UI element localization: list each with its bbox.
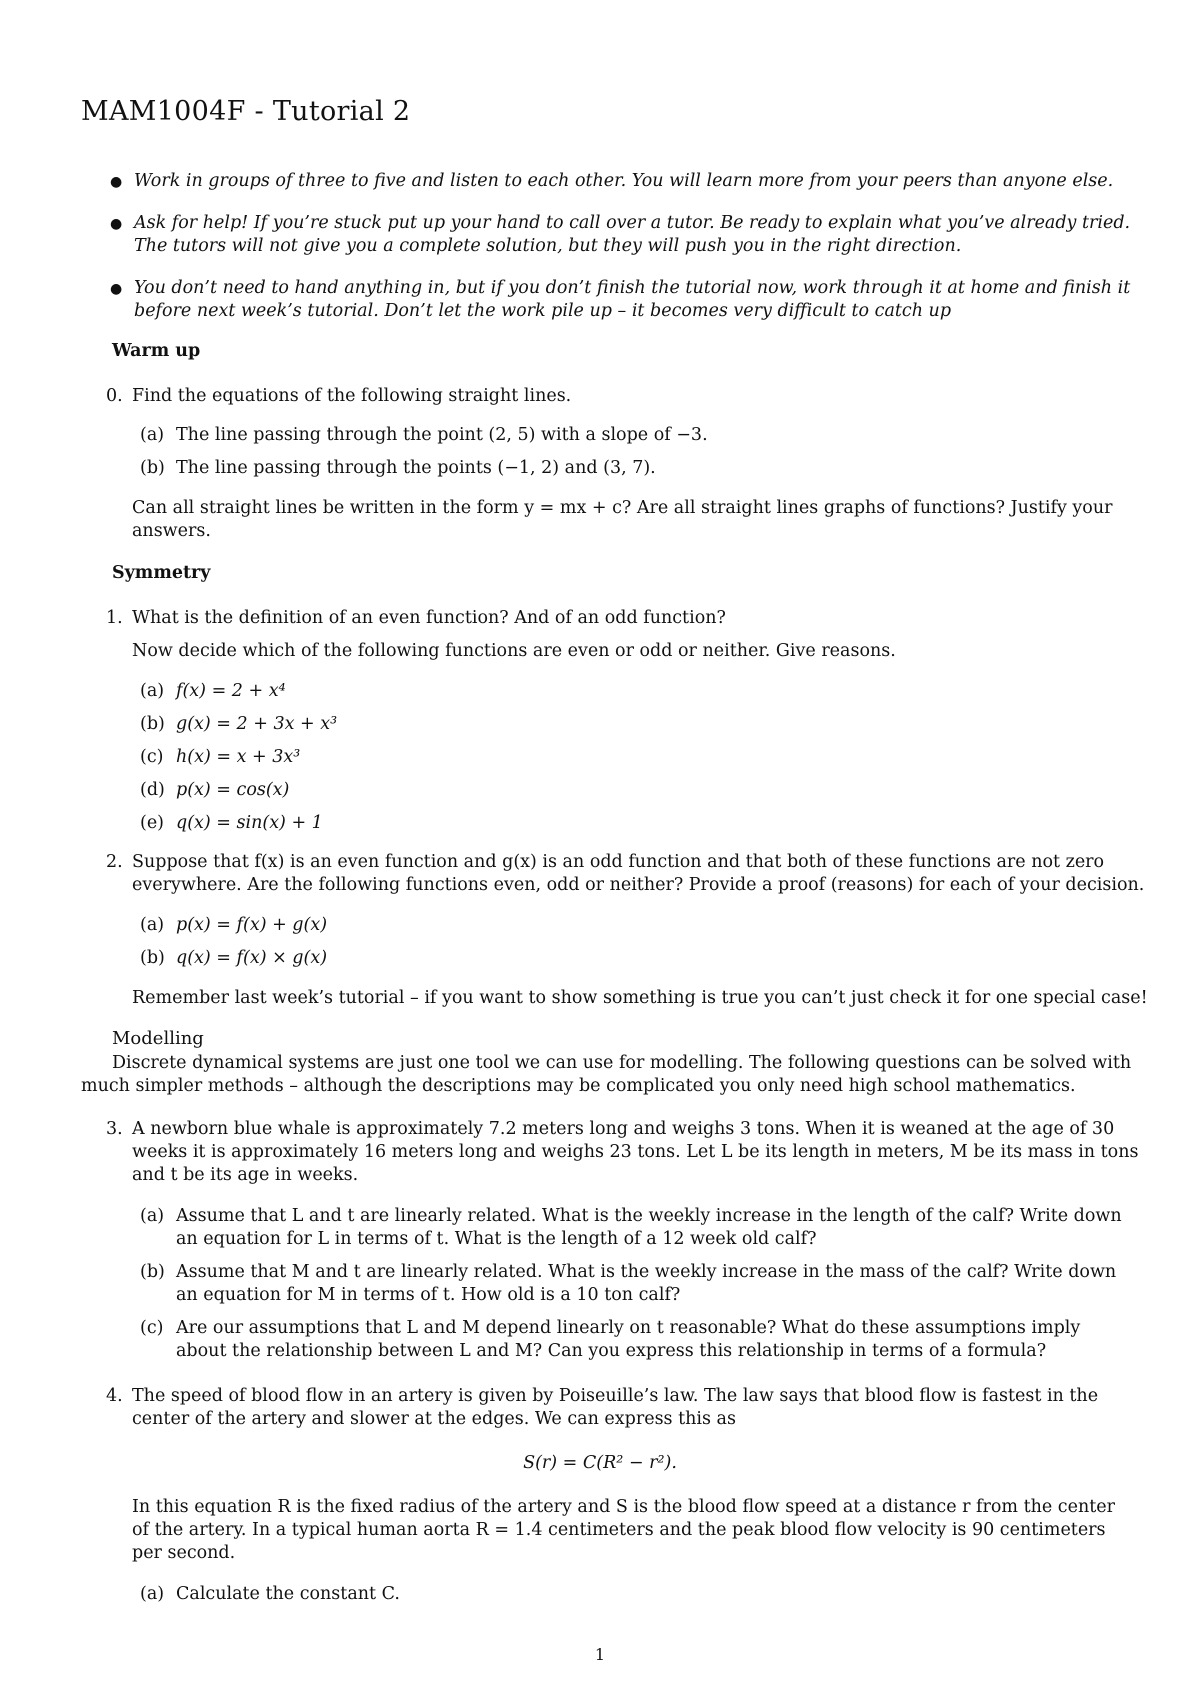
item-text: about the relationship between L and M? Can you express this relationship in terms of a formula? — [176, 1341, 1047, 1361]
question-number: 1. — [106, 608, 123, 628]
bullet-icon: ● — [110, 281, 123, 297]
bullet-text: Work in groups of three to five and listen to each other. You will learn more from your peers than anyone else. — [134, 171, 1114, 191]
remark-text: Remember last week’s tutorial – if you want to show something is true you can’t just check it for one special case! — [132, 988, 1148, 1008]
question-text: The speed of blood flow in an artery is given by Poiseuille’s law. The law says that blood flow is fastest in the — [132, 1386, 1099, 1406]
item-text: Are our assumptions that L and M depend linearly on t reasonable? What do these assumptions imply — [176, 1318, 1081, 1338]
question-text: per second. — [132, 1543, 236, 1563]
function-expression: q(x) = f(x) × g(x) — [176, 948, 328, 968]
question-text: of the artery. In a typical human aorta R = 1.4 centimeters and the peak blood flow velocity is 90 centimeters — [132, 1520, 1106, 1540]
function-expression: q(x) = sin(x) + 1 — [176, 813, 323, 833]
item-label: (a) — [140, 681, 165, 701]
bullet-text: You don’t need to hand anything in, but if you don’t finish the tutorial now, work through it at home and finish it — [134, 278, 1131, 298]
item-label: (a) — [140, 915, 165, 935]
question-text: weeks it is approximately 16 meters long and weighs 23 tons. Let L be its length in meters, M be its mass in tons — [132, 1142, 1139, 1162]
question-number: 4. — [106, 1386, 123, 1406]
question-text: Now decide which of the following functions are even or odd or neither. Give reasons. — [132, 641, 896, 661]
question-text: answers. — [132, 521, 211, 541]
item-label: (c) — [140, 747, 164, 767]
item-label: (c) — [140, 1318, 164, 1338]
item-text: Assume that M and t are linearly related. What is the weekly increase in the mass of the calf? Write down — [176, 1262, 1117, 1282]
item-text: Calculate the constant C. — [176, 1584, 400, 1604]
equation: S(r) = C(R² − r²). — [523, 1453, 677, 1473]
item-label: (d) — [140, 780, 165, 800]
item-text: an equation for M in terms of t. How old is a 10 ton calf? — [176, 1285, 681, 1305]
question-text: Suppose that f(x) is an even function and g(x) is an odd function and that both of these functions are not zero — [132, 852, 1105, 872]
item-label: (a) — [140, 425, 165, 445]
bullet-icon: ● — [110, 216, 123, 232]
function-expression: g(x) = 2 + 3x + x³ — [176, 714, 338, 734]
question-number: 0. — [106, 386, 123, 406]
item-label: (a) — [140, 1584, 165, 1604]
item-label: (b) — [140, 458, 165, 478]
question-text: In this equation R is the fixed radius of the artery and S is the blood flow speed at a distance r from the center — [132, 1497, 1115, 1517]
question-number: 3. — [106, 1119, 123, 1139]
question-number: 2. — [106, 852, 123, 872]
item-label: (b) — [140, 1262, 165, 1282]
question-text: everywhere. Are the following functions even, odd or neither? Provide a proof (reasons) for each of your decision. — [132, 875, 1145, 895]
question-text: center of the artery and slower at the edges. We can express this as — [132, 1409, 736, 1429]
paragraph-text: Discrete dynamical systems are just one tool we can use for modelling. The following questions can be solved with — [112, 1053, 1132, 1073]
section-heading-modelling: Modelling — [112, 1028, 204, 1049]
item-text: The line passing through the point (2, 5) with a slope of −3. — [176, 425, 708, 445]
item-text: an equation for L in terms of t. What is the length of a 12 week old calf? — [176, 1229, 817, 1249]
function-expression: p(x) = cos(x) — [176, 780, 290, 800]
item-text: The line passing through the points (−1, 2) and (3, 7). — [176, 458, 656, 478]
section-heading-warmup: Warm up — [112, 341, 201, 361]
question-text: Can all straight lines be written in the form y = mx + c? Are all straight lines graphs of functions? Justify your — [132, 498, 1113, 518]
page-title: MAM1004F - Tutorial 2 — [81, 96, 411, 127]
function-expression: p(x) = f(x) + g(x) — [176, 915, 328, 935]
bullet-text: The tutors will not give you a complete solution, but they will push you in the right direction. — [134, 236, 962, 256]
paragraph-text: much simpler methods – although the descriptions may be complicated you only need high school mathematics. — [81, 1076, 1076, 1096]
item-label: (b) — [140, 714, 165, 734]
question-text: What is the definition of an even function? And of an odd function? — [132, 608, 726, 628]
bullet-text: Ask for help! If you’re stuck put up your hand to call over a tutor. Be ready to explain what you’ve already tried. — [134, 213, 1131, 233]
function-expression: h(x) = x + 3x³ — [176, 747, 301, 767]
question-text: Find the equations of the following straight lines. — [132, 386, 572, 406]
function-expression: f(x) = 2 + x⁴ — [176, 681, 286, 701]
item-label: (b) — [140, 948, 165, 968]
section-heading-symmetry: Symmetry — [112, 563, 211, 583]
page-number: 1 — [594, 1645, 606, 1664]
item-label: (a) — [140, 1206, 165, 1226]
question-text: A newborn blue whale is approximately 7.2 meters long and weighs 3 tons. When it is weaned at the age of 30 — [132, 1119, 1115, 1139]
bullet-text: before next week’s tutorial. Don’t let the work pile up – it becomes very difficult to catch up — [134, 301, 952, 321]
bullet-icon: ● — [110, 174, 123, 190]
item-text: Assume that L and t are linearly related. What is the weekly increase in the length of the calf? Write down — [176, 1206, 1122, 1226]
item-label: (e) — [140, 813, 165, 833]
question-text: and t be its age in weeks. — [132, 1165, 359, 1185]
